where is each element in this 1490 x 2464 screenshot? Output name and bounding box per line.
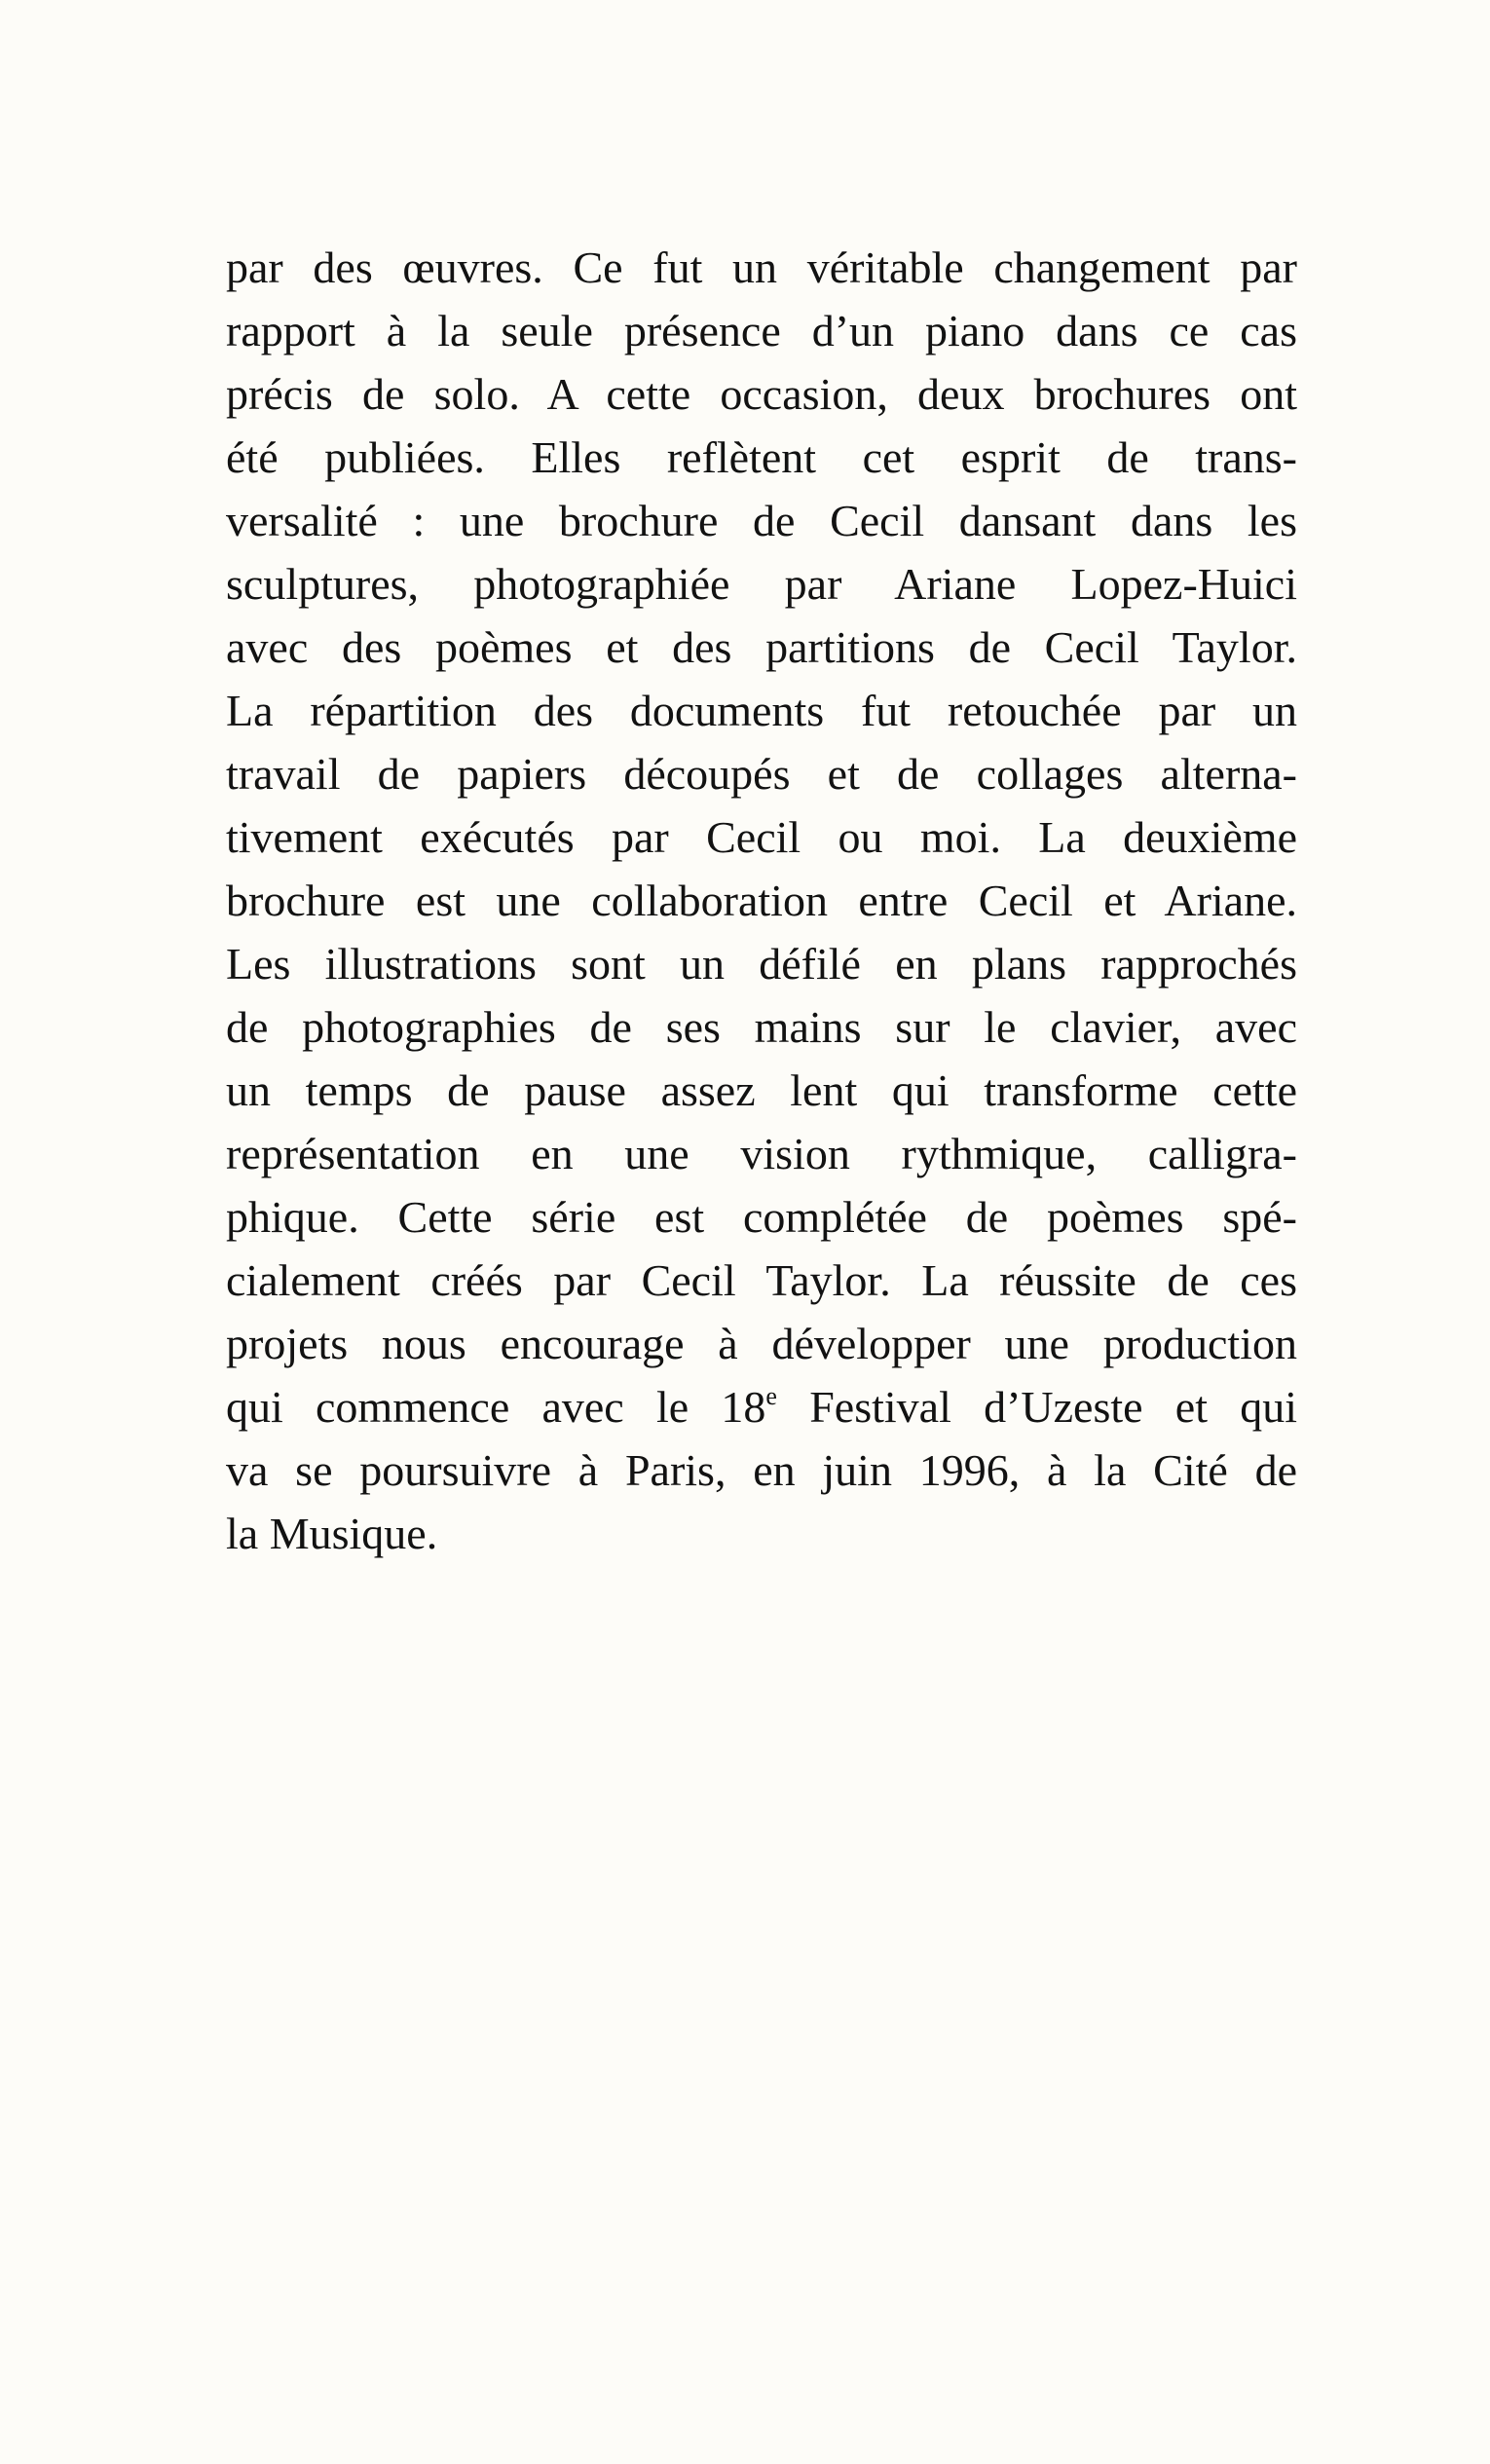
text-line: représentation en une vision rythmique, calligra- (226, 1129, 1297, 1178)
text-line: un temps de pause assez lent qui transforme cette (226, 1065, 1297, 1115)
ordinal-superscript: e (765, 1382, 777, 1410)
body-paragraph (226, 236, 1297, 1565)
text-line-festival-before: qui commence avec le 18 (226, 1382, 766, 1432)
text-line: rapport à la seule présence d’un piano dans ce cas (226, 306, 1297, 355)
text-line-last: la Musique. (226, 1509, 438, 1558)
text-line-festival (226, 1375, 1297, 1438)
text-line: précis de solo. A cette occasion, deux brochures ont (226, 369, 1297, 419)
text-line: brochure est une collaboration entre Cecil et Ariane. (226, 876, 1297, 925)
text-line: Les illustrations sont un défilé en plans rapprochés (226, 939, 1297, 989)
text-line: avec des poèmes et des partitions de Cecil Taylor. (226, 622, 1297, 672)
text-line: travail de papiers découpés et de collages alterna- (226, 749, 1297, 799)
text-line: phique. Cette série est complétée de poèmes spé- (226, 1192, 1297, 1242)
text-line: versalité : une brochure de Cecil dansant dans les (226, 496, 1297, 545)
text-line: va se poursuivre à Paris, en juin 1996, à la Cité de (226, 1445, 1297, 1495)
text-line: été publiées. Elles reflètent cet esprit de trans- (226, 432, 1297, 482)
text-line: projets nous encourage à développer une production (226, 1319, 1297, 1368)
text-line-festival-after: Festival d’Uzeste et qui (776, 1382, 1297, 1432)
text-line: par des œuvres. Ce fut un véritable changement par (226, 243, 1297, 292)
text-line: tivement exécutés par Cecil ou moi. La deuxième (226, 812, 1297, 862)
text-line: cialement créés par Cecil Taylor. La réussite de ces (226, 1255, 1297, 1305)
text-line: de photographies de ses mains sur le clavier, avec (226, 1002, 1297, 1052)
text-line: La répartition des documents fut retouchée par un (226, 686, 1297, 735)
text-line: sculptures, photographiée par Ariane Lopez-Huici (226, 559, 1297, 609)
